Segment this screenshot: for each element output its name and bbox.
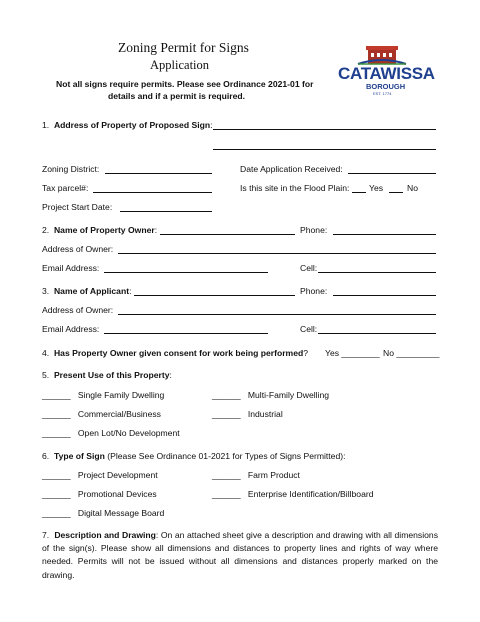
zoning-district-label: Zoning District: <box>42 164 100 174</box>
date-received-field[interactable] <box>348 173 436 174</box>
section3-heading: 3. Name of Applicant: <box>42 286 132 296</box>
use-option-multi-family[interactable]: ______ Multi-Family Dwelling <box>212 390 330 400</box>
owner-address-field[interactable] <box>118 253 436 254</box>
tax-parcel-label: Tax parcel#: <box>42 183 89 193</box>
catawissa-borough-logo <box>336 44 435 98</box>
applicant-address-label: Address of Owner: <box>42 305 114 315</box>
logo-borough: BOROUGH <box>366 82 406 91</box>
flood-plain-label: Is this site in the Flood Plain: <box>240 183 350 193</box>
applicant-cell-label: Cell: <box>300 324 318 334</box>
tax-parcel-field[interactable] <box>93 192 212 193</box>
sign-option-billboard[interactable]: ______ Enterprise Identification/Billboard <box>212 489 374 499</box>
owner-email-label: Email Address: <box>42 263 100 273</box>
flood-no-label: No <box>407 183 418 193</box>
form-subtitle: Application <box>150 58 210 72</box>
sign-option-promotional[interactable]: ______ Promotional Devices <box>42 489 157 499</box>
section4-heading: 4. Has Property Owner given consent for work being performed? <box>42 348 309 358</box>
applicant-email-field[interactable] <box>104 333 268 334</box>
use-option-commercial[interactable]: ______ Commercial/Business <box>42 409 161 419</box>
flood-yes-field[interactable] <box>352 192 366 193</box>
applicant-email-label: Email Address: <box>42 324 100 334</box>
zoning-district-field[interactable] <box>105 173 212 174</box>
flood-yes-label: Yes <box>369 183 384 193</box>
applicant-cell-field[interactable] <box>318 333 436 334</box>
owner-cell-label: Cell: <box>300 263 318 273</box>
applicant-phone-field[interactable] <box>333 295 436 296</box>
section6-heading: 6. Type of Sign (Please See Ordinance 01-2021 for Types of Signs Permitted): <box>42 451 346 461</box>
use-option-industrial[interactable]: ______ Industrial <box>212 409 283 419</box>
logo-est: EST. 1774 <box>373 91 392 96</box>
sign-address-field-2[interactable] <box>213 149 436 150</box>
owner-address-label: Address of Owner: <box>42 244 114 254</box>
project-start-field[interactable] <box>120 211 212 212</box>
applicant-address-field[interactable] <box>118 314 436 315</box>
owner-phone-field[interactable] <box>333 234 436 235</box>
applicant-name-field[interactable] <box>134 295 295 296</box>
date-received-label: Date Application Received: <box>240 164 343 174</box>
sign-option-project-development[interactable]: ______ Project Development <box>42 470 158 480</box>
project-start-label: Project Start Date: <box>42 202 113 212</box>
section5-heading: 5. Present Use of this Property: <box>42 370 172 380</box>
permit-note-line1: Not all signs require permits. Please see Ordinance 2021-01 for <box>56 79 314 89</box>
logo-name: CATAWISSA <box>338 64 435 83</box>
sign-option-digital[interactable]: ______ Digital Message Board <box>42 508 165 518</box>
owner-name-field[interactable] <box>160 234 295 235</box>
applicant-phone-label: Phone: <box>300 286 328 296</box>
form-title: Zoning Permit for Signs <box>118 40 249 55</box>
owner-cell-field[interactable] <box>318 272 436 273</box>
consent-no-field[interactable]: No _________ <box>383 348 440 358</box>
consent-yes-field[interactable]: Yes ________ <box>325 348 380 358</box>
use-option-single-family[interactable]: ______ Single Family Dwelling <box>42 390 165 400</box>
sign-option-farm-product[interactable]: ______ Farm Product <box>212 470 300 480</box>
section7-paragraph: 7. Description and Drawing: On an attached sheet give a description and drawing with all dimensions of the sign(s). Please show all dimensions and distances to property lines and rights of way where needed. Permits will not be issued without all dimensions and distances properly marked on the drawing. <box>42 530 438 580</box>
owner-email-field[interactable] <box>104 272 268 273</box>
flood-no-field[interactable] <box>389 192 403 193</box>
sign-address-field-1[interactable] <box>213 129 436 130</box>
permit-note-line2: details and if a permit is required. <box>108 91 246 101</box>
use-option-open-lot[interactable]: ______ Open Lot/No Development <box>42 428 180 438</box>
section1-heading: 1. Address of Property of Proposed Sign: <box>42 120 213 130</box>
section2-heading: 2. Name of Property Owner: <box>42 225 158 235</box>
owner-phone-label: Phone: <box>300 225 328 235</box>
